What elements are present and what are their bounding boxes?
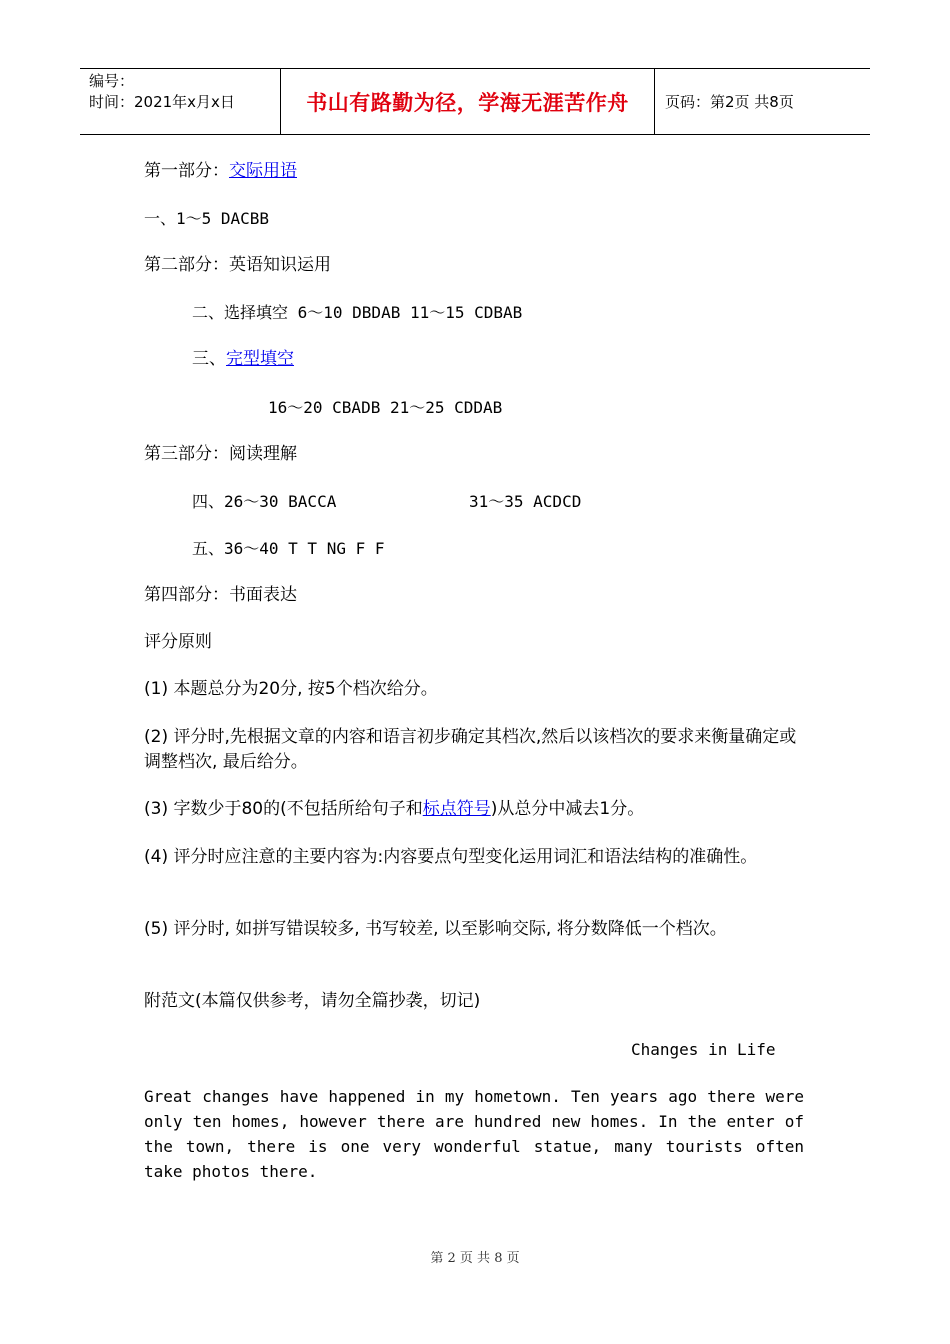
- rule-1: (1) 本题总分为20分, 按5个档次给分。: [144, 679, 438, 699]
- answers-4b: 31～35 ACDCD: [469, 492, 582, 511]
- part1-heading: [144, 159, 297, 184]
- sample-note: 附范文(本篇仅供参考，请勿全篇抄袭，切记): [144, 991, 481, 1011]
- answers-3: 16～20 CBADB 21～25 CDDAB: [268, 398, 503, 417]
- rule-3-link[interactable]: 标点符号: [422, 799, 491, 819]
- section3-prefix: 三、: [192, 349, 226, 369]
- date-label: 时间：2021年x月x日: [89, 93, 235, 111]
- part3-heading: 第三部分：阅读理解: [144, 444, 297, 464]
- answers-5: 五、36～40 T T NG F F: [192, 539, 385, 558]
- rule-5: (5) 评分时, 如拼写错误较多, 书写较差, 以至影响交际, 将分数降低一个档次。: [144, 919, 727, 939]
- page-header: [80, 68, 870, 135]
- header-meta: [80, 69, 281, 134]
- section3-heading: [192, 347, 294, 372]
- answers-4a: 四、26～30 BACCA: [192, 492, 337, 511]
- section3-link[interactable]: 完型填空: [226, 349, 294, 369]
- header-page-info: 页码：第2页 共8页: [665, 93, 794, 111]
- rule-3: [144, 797, 809, 822]
- rules-title: 评分原则: [144, 632, 212, 652]
- essay-title: Changes in Life: [631, 1040, 776, 1059]
- rule-4: (4) 评分时应注意的主要内容为:内容要点句型变化运用词汇和语法结构的准确性。: [144, 847, 758, 867]
- essay-body: Great changes have happened in my hometown. Ten years ago there were only ten homes, however there are hundred new homes. In the enter of the town, there is one very wonderful statue, many tourists often take photos there.: [144, 1087, 804, 1181]
- part2-heading: 第二部分：英语知识运用: [144, 255, 331, 275]
- answers-1: 一、1～5 DACBB: [144, 209, 270, 228]
- part1-prefix: 第一部分：: [144, 161, 229, 181]
- header-motto: 书山有路勤为径，学海无涯苦作舟: [281, 69, 655, 134]
- rule-3-suffix: )从总分中减去1分。: [490, 799, 645, 819]
- rule-3-prefix: (3) 字数少于80的(不包括所给句子和: [144, 799, 423, 819]
- part1-link[interactable]: 交际用语: [229, 161, 297, 181]
- page-footer: 第 2 页 共 8 页: [430, 1251, 520, 1266]
- answers-2: 二、选择填空 6～10 DBDAB 11～15 CDBAB: [192, 303, 523, 322]
- number-label: 编号：: [89, 72, 135, 90]
- part4-heading: 第四部分：书面表达: [144, 585, 297, 605]
- rule-2: (2) 评分时,先根据文章的内容和语言初步确定其档次,然后以该档次的要求来衡量确定或调整档次, 最后给分。: [144, 727, 797, 772]
